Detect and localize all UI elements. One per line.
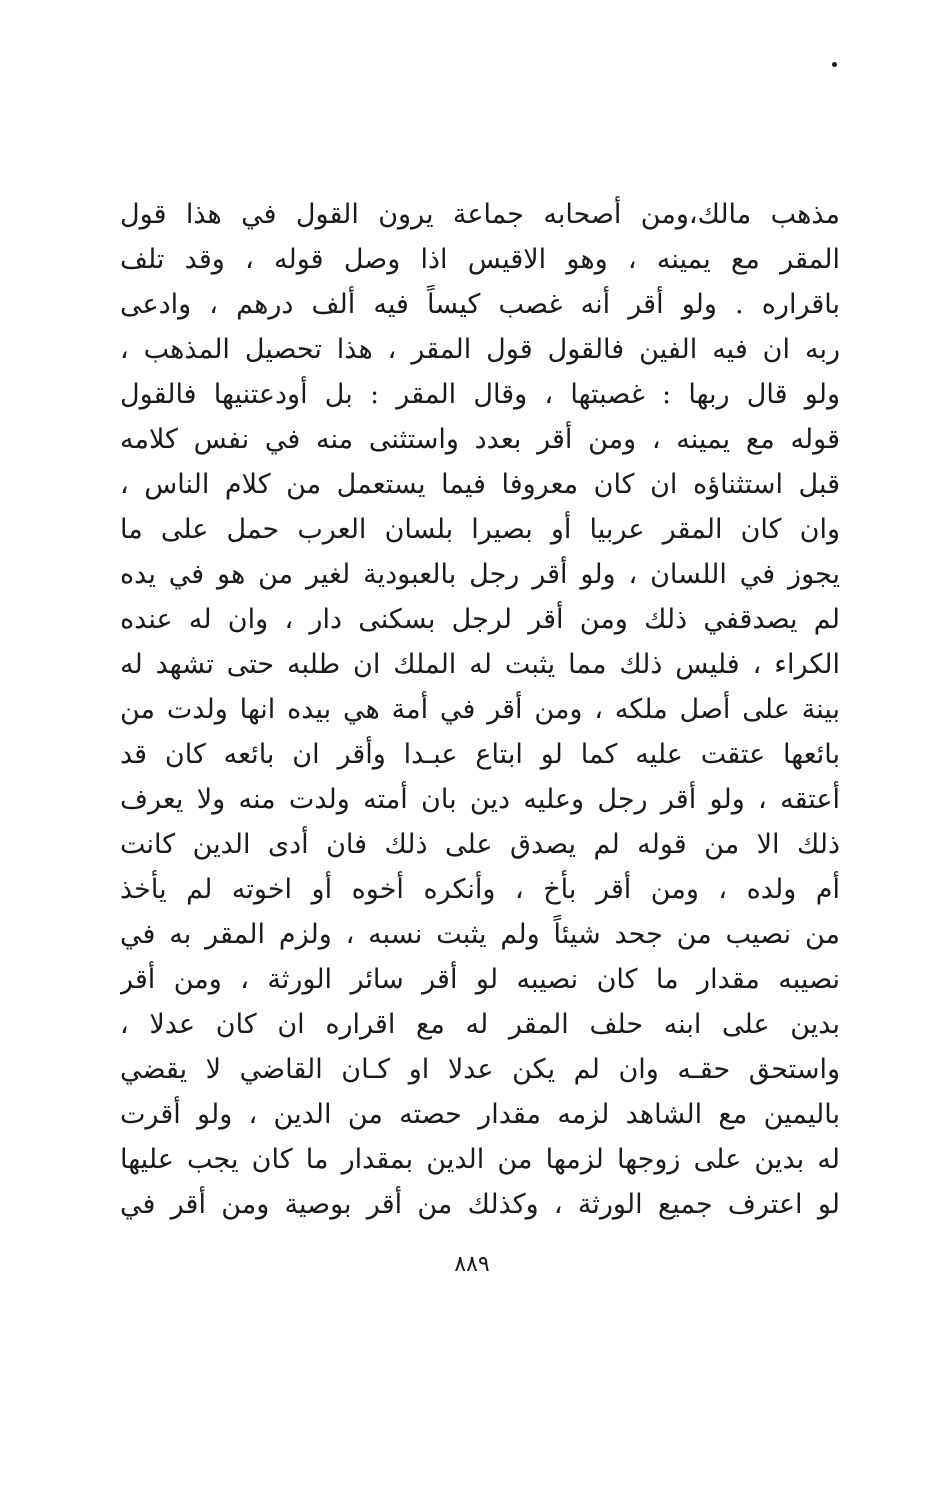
text-line: قوله مع يمينه ، ومن أقر بعدد واستثنى منه في نفس كلامه: [120, 424, 840, 455]
body-text: [120, 192, 840, 1227]
text-line: باقراره . ولو أقر أنه غصب كيساً فيه ألف درهم ، وادعى: [120, 289, 840, 320]
text-line: لم يصدقفي ذلك ومن أقر لرجل بسكنى دار ، وان له عنده: [120, 604, 840, 635]
text-line: ربه ان فيه الفين فالقول قول المقر ، هذا تحصيل المذهب ،: [120, 334, 840, 365]
text-line: قبل استثناؤه ان كان معروفا فيما يستعمل من كلام الناس ،: [120, 469, 840, 500]
text-line: مذهب مالك،ومن أصحابه جماعة يرون القول في هذا قول: [120, 199, 840, 230]
text-line: باليمين مع الشاهد لزمه مقدار حصته من الدين ، ولو أقرت: [120, 1099, 840, 1130]
text-line: أعتقه ، ولو أقر رجل وعليه دين بان أمته ولدت منه ولا يعرف: [120, 784, 840, 815]
text-line: بينة على أصل ملكه ، ومن أقر في أمة هي بيده انها ولدت من: [120, 694, 840, 725]
text-line: أم ولده ، ومن أقر بأخ ، وأنكره أخوه أو اخوته لم يأخذ: [120, 874, 840, 905]
text-line: الكراء ، فليس ذلك مما يثبت له الملك ان طلبه حتى تشهد له: [120, 649, 840, 680]
text-line: واستحق حقـه وان لم يكن عدلا او كـان القاضي لا يقضي: [120, 1054, 840, 1085]
text-line: له بدين على زوجها لزمها من الدين بمقدار ما كان يجب عليها: [120, 1144, 840, 1175]
text-line: نصيبه مقدار ما كان نصيبه لو أقر سائر الورثة ، ومن أقر: [120, 964, 840, 995]
page-number: ٨٨٩: [454, 1252, 490, 1277]
text-line: من نصيب من جحد شيئاً ولم يثبت نسبه ، ولزم المقر به في: [120, 919, 840, 950]
text-line: لو اعترف جميع الورثة ، وكذلك من أقر بوصية ومن أقر في: [120, 1189, 840, 1220]
text-line: بائعها عتقت عليه كما لو ابتاع عبـدا وأقر ان بائعه كان قد: [120, 739, 840, 770]
text-line: بدين على ابنه حلف المقر له مع اقراره ان كان عدلا ،: [120, 1009, 840, 1040]
corner-dot-mark: [832, 62, 837, 67]
text-line: ذلك الا من قوله لم يصدق على ذلك فان أدى الدين كانت: [120, 829, 840, 860]
text-line: وان كان المقر عربيا أو بصيرا بلسان العرب حمل على ما: [120, 514, 840, 545]
text-line: يجوز في اللسان ، ولو أقر رجل بالعبودية لغير من هو في يده: [120, 559, 840, 590]
text-line: ولو قال ربها : غصبتها ، وقال المقر : بل أودعتنيها فالقول: [120, 379, 840, 410]
text-line: المقر مع يمينه ، وهو الاقيس اذا وصل قوله ، وقد تلف: [120, 244, 840, 275]
